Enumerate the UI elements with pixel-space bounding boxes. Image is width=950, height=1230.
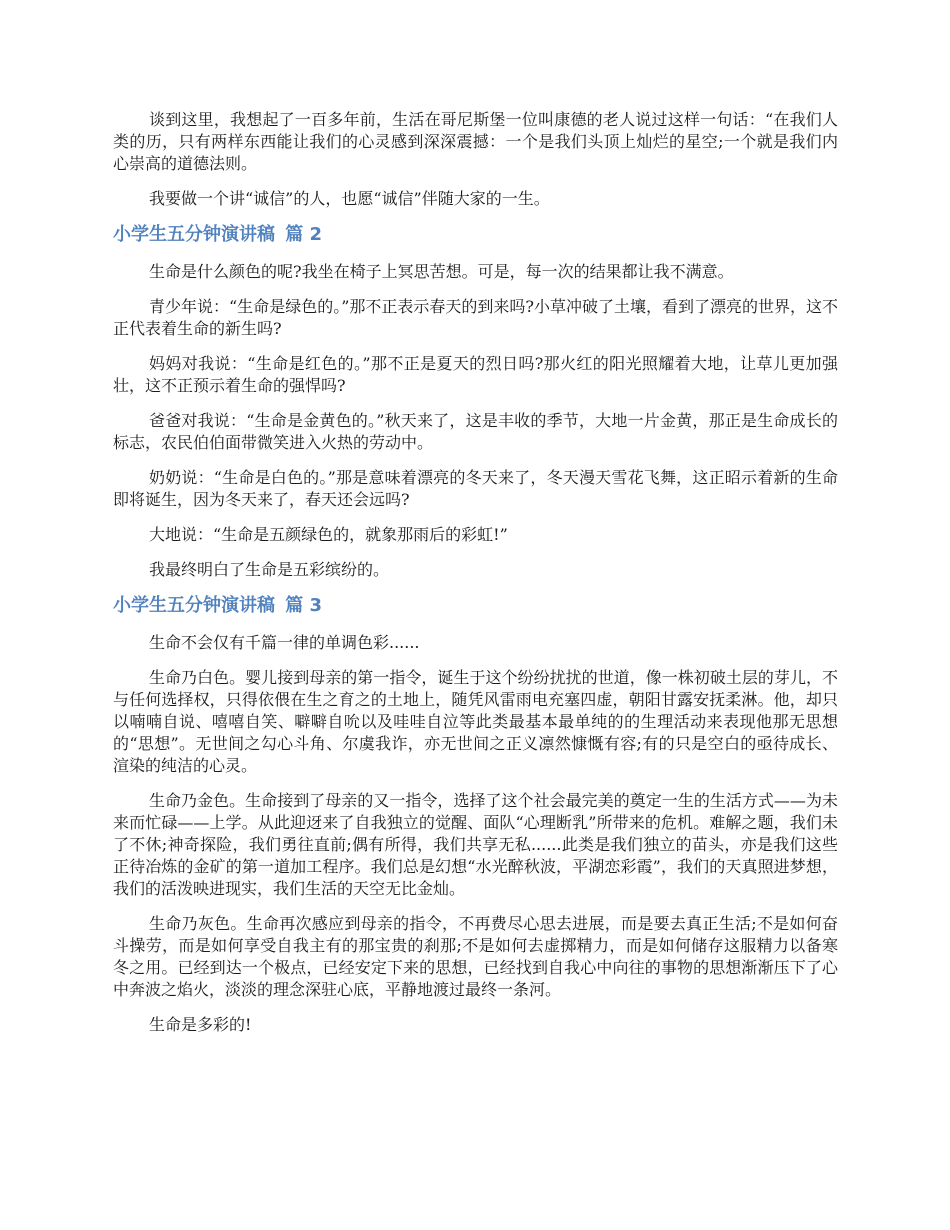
paragraph: 谈到这里，我想起了一百多年前，生活在哥尼斯堡一位叫康德的老人说过这样一句话：“在我们人类的历，只有两样东西能让我们的心灵感到深深震撼：一个是我们头顶上灿烂的星空;一个就是我们内心崇高的道德法则。 bbox=[113, 110, 838, 173]
paragraph: 青少年说：“生命是绿色的。”那不正表示春天的到来吗?小草冲破了土壤，看到了漂亮的世界，这不正代表着生命的新生吗? bbox=[113, 297, 838, 338]
paragraph: 我最终明白了生命是五彩缤纷的。 bbox=[149, 560, 390, 579]
section-heading bbox=[113, 594, 838, 618]
paragraph: 我要做一个讲“诚信”的人，也愿“诚信”伴随大家的一生。 bbox=[149, 189, 550, 208]
section-number: 篇 3 bbox=[285, 595, 323, 616]
section-title: 小学生五分钟演讲稿 bbox=[113, 224, 275, 245]
paragraph: 生命乃金色。生命接到了母亲的又一指令，选择了这个社会最完美的奠定一生的生活方式——为未来而忙碌——上学。从此迎迓来了自我独立的觉醒、面队“心理断乳”所带来的危机。难解之题，我们未了不休;神奇探险，我们勇往直前;偶有所得，我们共享无私......此类是我们独立的苗头，亦是我们这些正待冶炼的金矿的第一道加工程序。我们总是幻想“水光醉秋波，平湖恋彩霞”，我们的天真照进梦想，我们的活泼映进现实，我们生活的天空无比金灿。 bbox=[113, 791, 838, 898]
paragraph: 爸爸对我说：“生命是金黄色的。”秋天来了，这是丰收的季节，大地一片金黄，那正是生命成长的标志，农民伯伯面带微笑进入火热的劳动中。 bbox=[113, 411, 838, 452]
section-heading bbox=[113, 223, 838, 247]
paragraph: 大地说：“生命是五颜绿色的，就象那雨后的彩虹!” bbox=[149, 525, 508, 544]
paragraph: 生命乃白色。婴儿接到母亲的第一指令，诞生于这个纷纷扰扰的世道，像一株初破土层的芽儿，不与任何选择权，只得依偎在生之育之的土地上，随凭风雷雨电充塞四虚，朝阳甘露安抚柔淋。他，却只以喃喃自说、嘻嘻自笑、噼噼自吮以及哇哇自泣等此类最基本最单纯的的生理活动来表现他那无思想的“思想”。无世间之勾心斗角、尔虞我诈，亦无世间之正义凛然慷慨有容;有的只是空白的亟待成长、渲染的纯洁的心灵。 bbox=[113, 668, 838, 775]
section-title: 小学生五分钟演讲稿 bbox=[113, 595, 275, 616]
section-number: 篇 2 bbox=[285, 224, 323, 245]
paragraph: 生命乃灰色。生命再次感应到母亲的指令，不再费尽心思去进展，而是要去真正生活;不是如何奋斗操劳，而是如何享受自我主有的那宝贵的刹那;不是如何去虚掷精力，而是如何储存这服精力以备寒冬之用。已经到达一个极点，已经安定下来的思想，已经找到自我心中向往的事物的思想渐渐压下了心中奔波之焰火，淡淡的理念深驻心底，平静地渡过最终一条河。 bbox=[113, 914, 838, 999]
paragraph: 生命是什么颜色的呢?我坐在椅子上冥思苦想。可是，每一次的结果都让我不满意。 bbox=[149, 262, 734, 281]
paragraph: 妈妈对我说：“生命是红色的。”那不正是夏天的烈日吗?那火红的阳光照耀着大地，让草儿更加强壮，这不正预示着生命的强悍吗? bbox=[113, 354, 838, 395]
paragraph: 生命不会仅有千篇一律的单调色彩...... bbox=[149, 633, 420, 652]
document-page bbox=[113, 109, 838, 1049]
paragraph: 奶奶说：“生命是白色的。”那是意味着漂亮的冬天来了，冬天漫天雪花飞舞，这正昭示着新的生命即将诞生，因为冬天来了，春天还会远吗? bbox=[113, 468, 838, 509]
paragraph: 生命是多彩的! bbox=[149, 1015, 252, 1034]
